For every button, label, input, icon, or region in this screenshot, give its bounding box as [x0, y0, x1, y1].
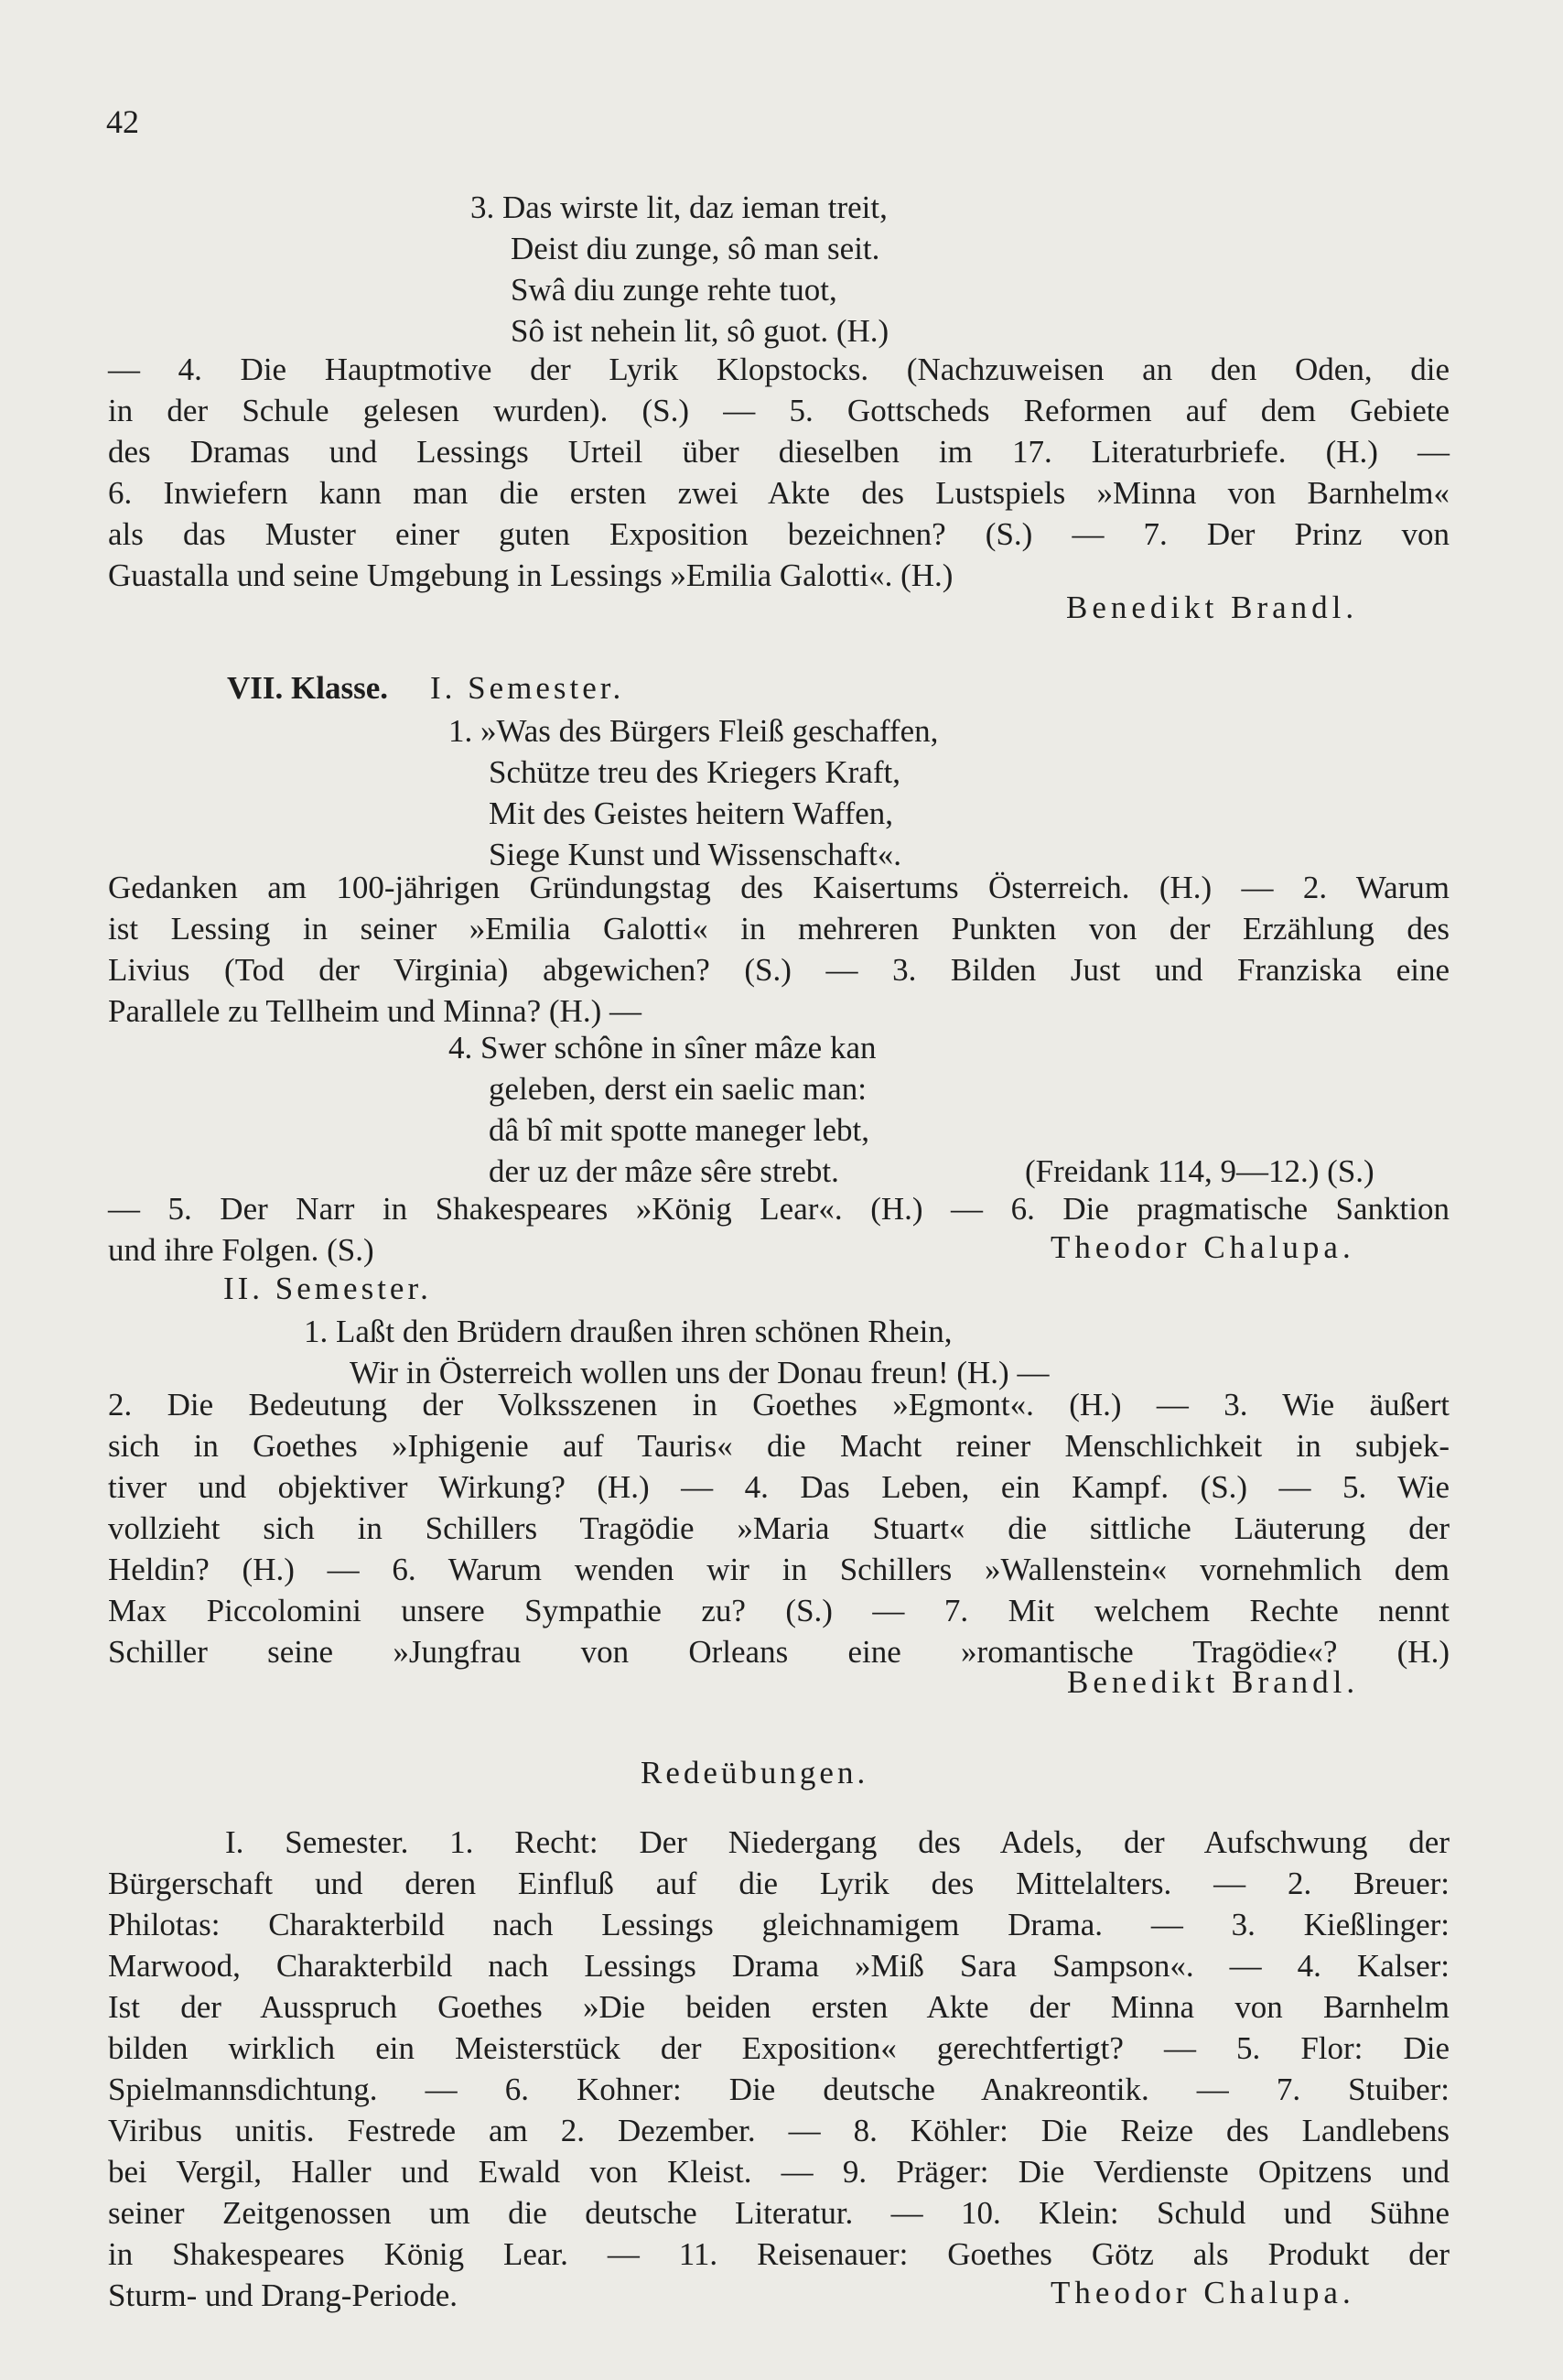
text-line: Spielmannsdichtung. — 6. Kohner: Die deutsche Anakreontik. — 7. Stuiber: — [108, 2072, 1450, 2107]
text-line: in Shakespeares König Lear. — 11. Reisenauer: Goethes Götz als Produkt der — [108, 2236, 1450, 2272]
text-line: des Dramas und Lessings Urteil über dieselben im 17. Literaturbriefe. (H.) — — [108, 434, 1450, 470]
text-line: Heldin? (H.) — 6. Warum wenden wir in Schillers »Wallenstein« vornehmlich dem — [108, 1552, 1450, 1587]
verse-line: der uz der mâze sêre strebt. — [489, 1153, 839, 1189]
text-line: in der Schule gelesen wurden). (S.) — 5. Gottscheds Reformen auf dem Gebiete — [108, 393, 1450, 428]
text-line: Ist der Ausspruch Goethes »Die beiden ersten Akte der Minna von Barnhelm — [108, 1989, 1450, 2025]
text-line: Marwood, Charakterbild nach Lessings Drama »Miß Sara Sampson«. — 4. Kalser: — [108, 1948, 1450, 1984]
paragraph — [108, 349, 1450, 596]
verse-line: Swâ diu zunge rehte tuot, — [511, 272, 837, 308]
text-line: Guastalla und seine Umgebung in Lessings »Emilia Galotti«. (H.) — [108, 557, 954, 593]
text-line: seiner Zeitgenossen um die deutsche Literatur. — 10. Klein: Schuld und Sühne — [108, 2195, 1450, 2231]
verse-line: 1. Laßt den Brüdern draußen ihren schönen Rhein, — [304, 1314, 953, 1349]
citation: (Freidank 114, 9—12.) (S.) — [1025, 1153, 1374, 1189]
text-line: I. Semester. 1. Recht: Der Niedergang des Adels, der Aufschwung der — [225, 1824, 1450, 1860]
verse-line: geleben, derst ein saelic man: — [489, 1071, 868, 1107]
text-line: 2. Die Bedeutung der Volksszenen in Goethes »Egmont«. (H.) — 3. Wie äußert — [108, 1387, 1450, 1423]
verse-line: Schütze treu des Kriegers Kraft, — [489, 754, 900, 790]
text-line: Max Piccolomini unsere Sympathie zu? (S.) — 7. Mit welchem Rechte nennt — [108, 1593, 1450, 1628]
text-line: bei Vergil, Haller und Ewald von Kleist. — 9. Präger: Die Verdienste Opitzens und — [108, 2154, 1450, 2190]
signature: Theodor Chalupa. — [1051, 2275, 1355, 2310]
text-line: und ihre Folgen. (S.) — [108, 1232, 374, 1268]
paragraph — [108, 867, 1450, 1032]
text-line: Philotas: Charakterbild nach Lessings gleichnamigem Drama. — 3. Kießlinger: — [108, 1907, 1450, 1942]
text-line: — 5. Der Narr in Shakespeares »König Lear«. (H.) — 6. Die pragmatische Sanktion — [108, 1191, 1450, 1227]
text-line: 6. Inwiefern kann man die ersten zwei Akte des Lustspiels »Minna von Barnhelm« — [108, 475, 1450, 511]
verse-line: Mit des Geistes heitern Waffen, — [489, 795, 894, 831]
text-line: ist Lessing in seiner »Emilia Galotti« in mehreren Punkten von der Erzählung des — [108, 911, 1450, 947]
paragraph — [108, 1384, 1450, 1672]
text-line: Gedanken am 100-jährigen Gründungstag des Kaisertums Österreich. (H.) — 2. Warum — [108, 870, 1450, 905]
text-line: bilden wirklich ein Meisterstück der Exposition« gerechtfertigt? — 5. Flor: Die — [108, 2030, 1450, 2066]
paragraph — [108, 1822, 1450, 2316]
semester-heading: II. Semester. — [223, 1271, 432, 1306]
text-line: Parallele zu Tellheim und Minna? (H.) — — [108, 993, 641, 1029]
verse-line: Siege Kunst und Wissenschaft«. — [489, 837, 901, 872]
text-line: Schiller seine »Jungfrau von Orleans eine »romantische Tragödie«? (H.) — [108, 1634, 1450, 1670]
verse-line: 4. Swer schône in sîner mâze kan — [448, 1030, 877, 1066]
verse-line: 1. »Was des Bürgers Fleiß geschaffen, — [448, 713, 939, 749]
text-line: Livius (Tod der Virginia) abgewichen? (S.) — 3. Bilden Just und Franziska eine — [108, 952, 1450, 988]
verse-line: dâ bî mit spotte maneger lebt, — [489, 1112, 870, 1148]
signature: Theodor Chalupa. — [1051, 1229, 1355, 1265]
verse-line: Deist diu zunge, sô man seit. — [511, 231, 880, 266]
text-line: Bürgerschaft und deren Einfluß auf die Lyrik des Mittelalters. — 2. Breuer: — [108, 1866, 1450, 1901]
signature: Benedikt Brandl. — [1067, 1664, 1360, 1700]
page-number: 42 — [106, 103, 139, 140]
semester-heading: I. Semester. — [430, 670, 625, 706]
signature: Benedikt Brandl. — [1066, 590, 1359, 625]
text-line: sich in Goethes »Iphigenie auf Tauris« die Macht reiner Menschlichkeit in subjek- — [108, 1428, 1450, 1464]
text-line: Sturm- und Drang-Periode. — [108, 2277, 458, 2313]
text-line: Viribus unitis. Festrede am 2. Dezember. — 8. Köhler: Die Reize des Landlebens — [108, 2113, 1450, 2148]
text-line: vollzieht sich in Schillers Tragödie »Maria Stuart« die sittliche Läuterung der — [108, 1510, 1450, 1546]
verse-line: 3. Das wirste lit, daz ieman treit, — [470, 189, 888, 225]
text-line: — 4. Die Hauptmotive der Lyrik Klopstocks. (Nachzuweisen an den Oden, die — [108, 352, 1450, 387]
verse-line: Wir in Österreich wollen uns der Donau freun! (H.) — — [350, 1355, 1050, 1390]
text-line: tiver und objektiver Wirkung? (H.) — 4. Das Leben, ein Kampf. (S.) — 5. Wie — [108, 1469, 1450, 1505]
section-heading: Redeübungen. — [641, 1755, 869, 1790]
verse-line: Sô ist nehein lit, sô guot. (H.) — [511, 313, 889, 349]
text-line: als das Muster einer guten Exposition bezeichnen? (S.) — 7. Der Prinz von — [108, 516, 1450, 552]
class-heading: VII. Klasse. — [227, 670, 388, 706]
